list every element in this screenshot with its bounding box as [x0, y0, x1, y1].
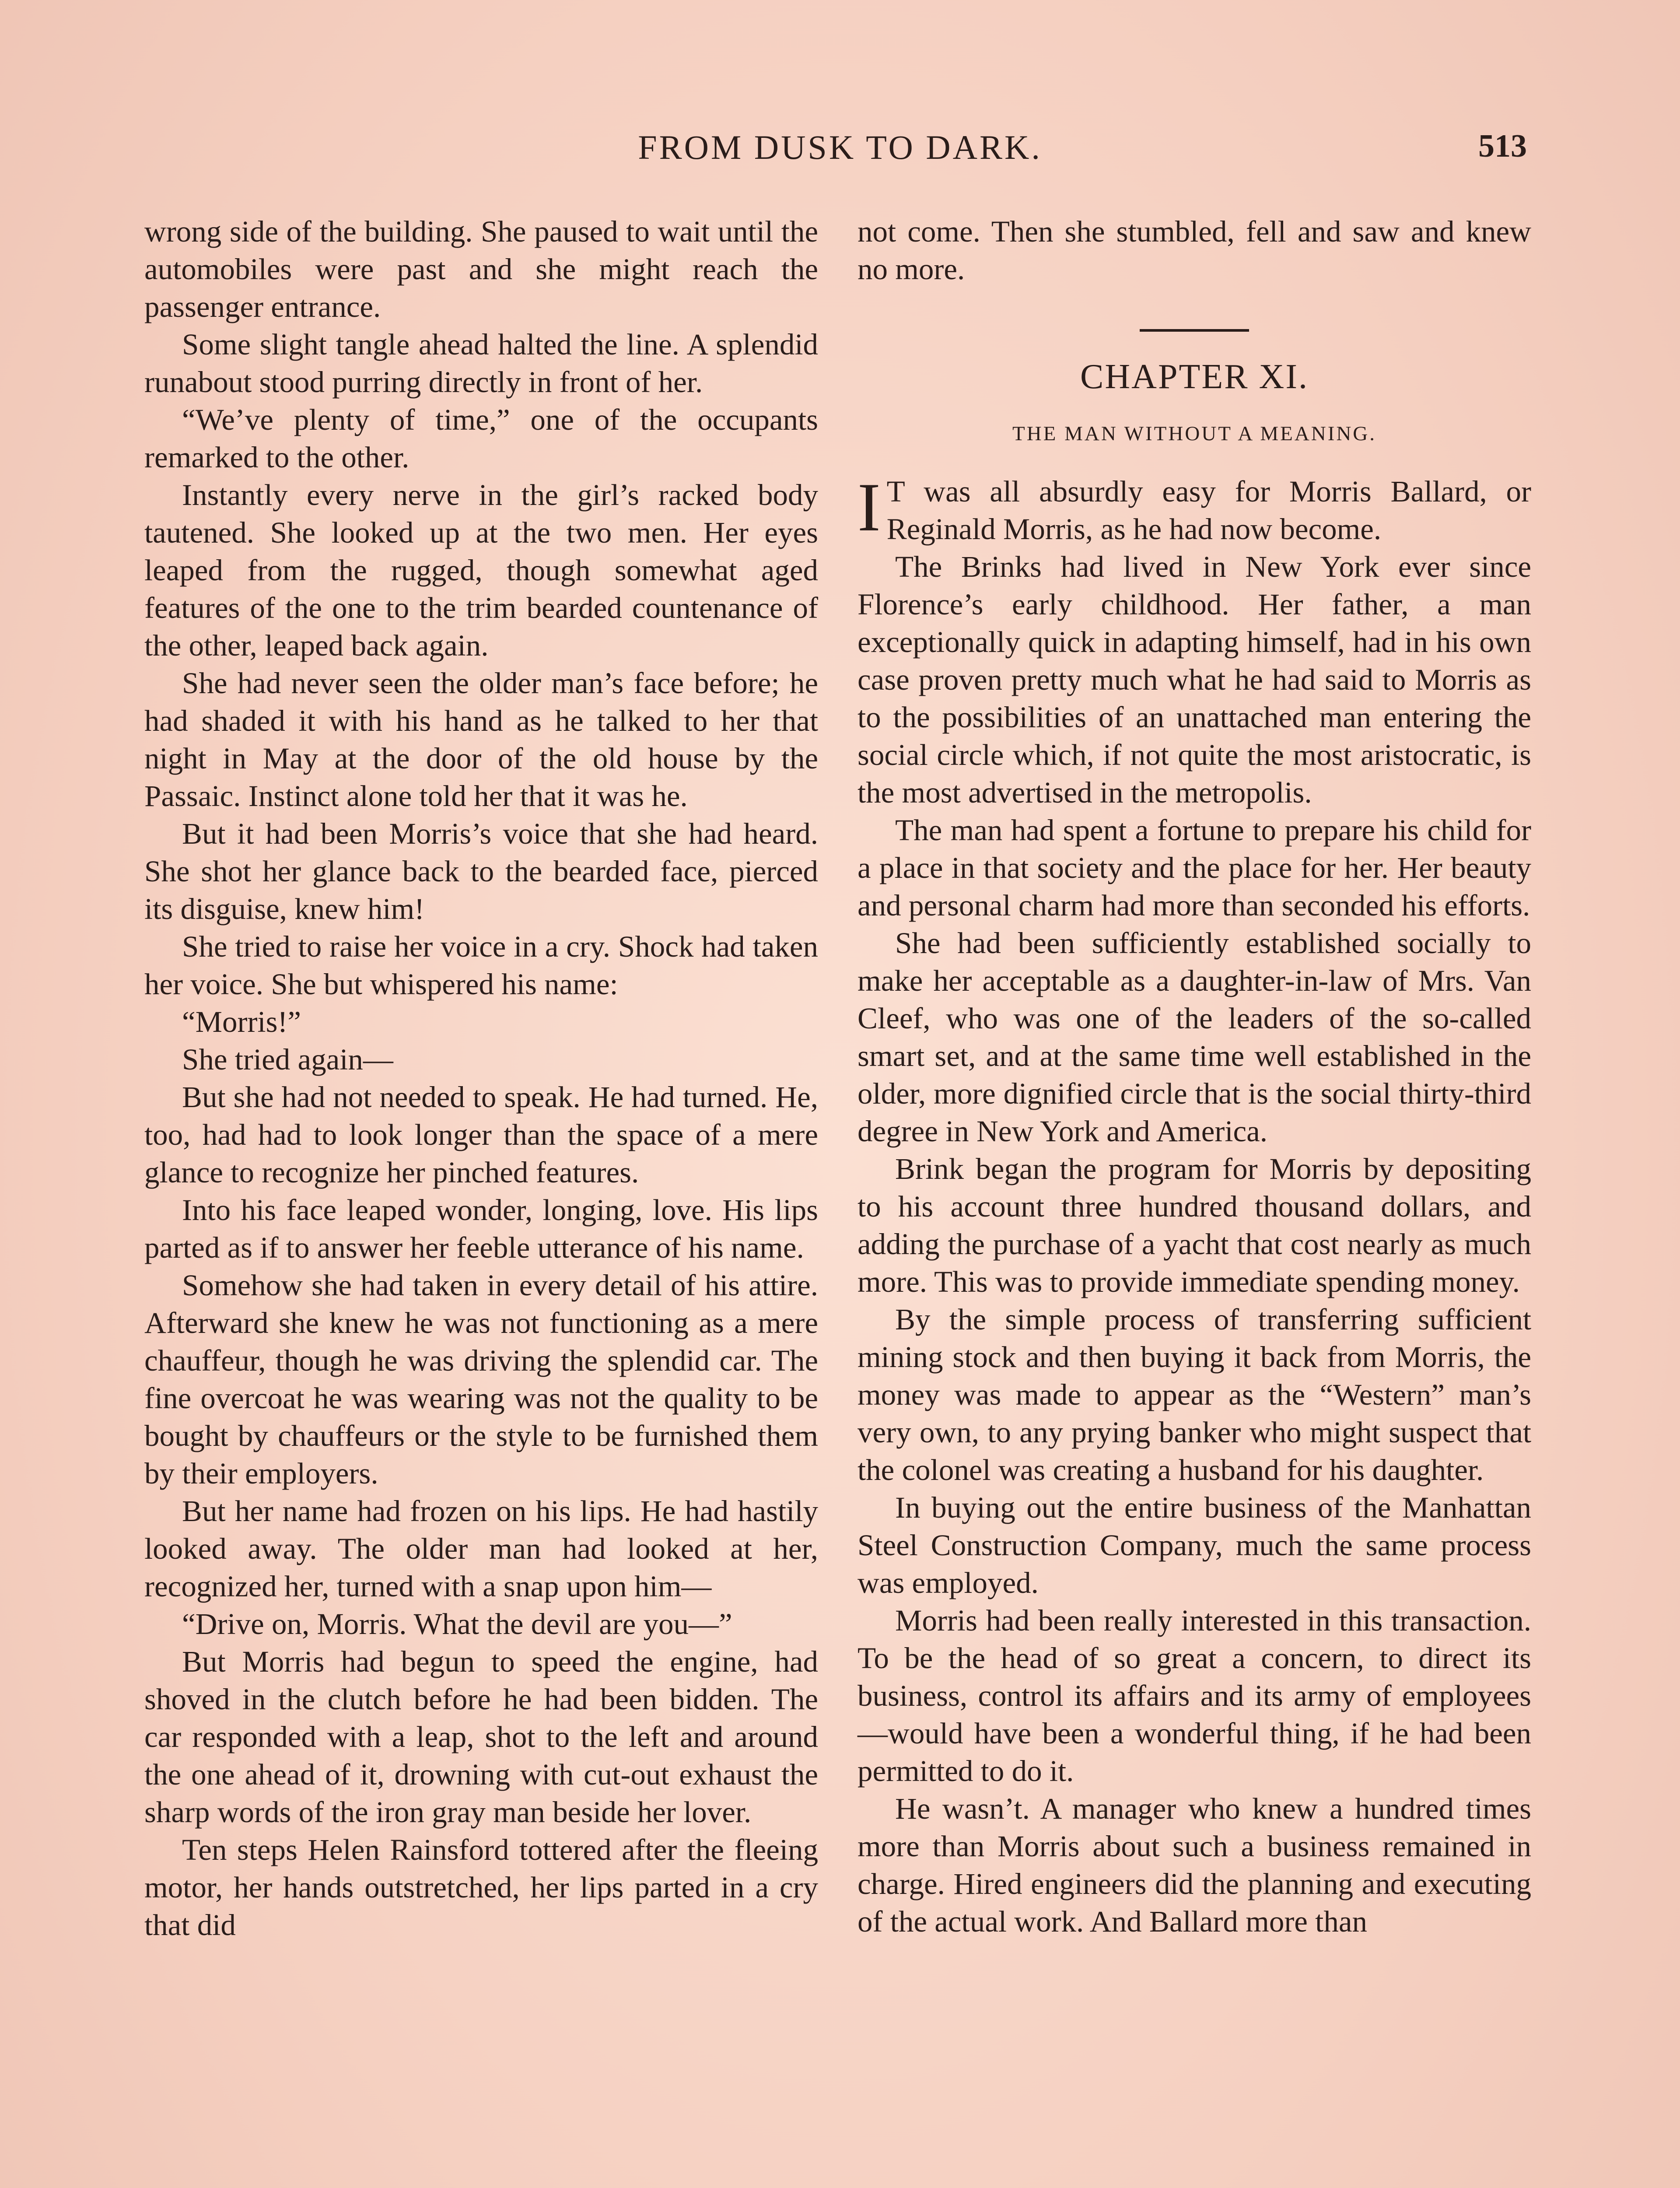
paragraph: But Morris had begun to speed the engine, had shoved in the clutch before he had been bidden. The car responded with a leap, shot to the left and around the one ahead of it, drowning with cut-out exhaust the sharp words of the iron gray man beside her lover. — [144, 1645, 818, 1829]
paragraph: He wasn’t. A manager who knew a hundred times more than Morris about such a business remained in charge. Hired engineers did the planning and executing of the actual work. And Ballard more than — [858, 1792, 1531, 1938]
paragraph: In buying out the entire business of the Manhattan Steel Construction Company, much the same process was employed. — [858, 1491, 1531, 1599]
chapter-title: CHAPTER XI. — [1080, 358, 1309, 396]
paragraph: The Brinks had lived in New York ever since Florence’s early childhood. Her father, a man exceptionally quick in adapting himself, had in his own case proven pretty much what he had said to Morris as to the possibilities of an unattached man entering the social circle which, if not quite the most aristocratic, is the most advertised in the metropolis. — [858, 550, 1531, 809]
paragraph: “We’ve plenty of time,” one of the occupants remarked to the other. — [144, 403, 818, 474]
page-number: 513 — [1478, 128, 1527, 164]
page-header — [144, 128, 1536, 176]
chapter-subtitle: THE MAN WITHOUT A MEANING. — [1012, 422, 1377, 445]
paragraph: not come. Then she stumbled, fell and saw and knew no more. — [858, 215, 1531, 286]
paragraph: The man had spent a fortune to prepare his child for a place in that society and the place for her. Her beauty and personal charm had more than seconded his efforts. — [858, 813, 1531, 922]
paragraph: Brink began the program for Morris by depositing to his account three hundred thousand dollars, and adding the purchase of a yacht that cost nearly as much more. This was to provide immediate spending money. — [858, 1152, 1531, 1298]
paragraph: Somehow she had taken in every detail of his attire. Afterward she knew he was not functioning as a mere chauffeur, though he was driving the splendid car. The fine overcoat he was wearing was not the quality to be bought by chauffeurs or the style to be furnished them by their employers. — [144, 1269, 818, 1490]
paragraph: wrong side of the building. She paused to wait until the automobiles were past and she might reach the passenger entrance. — [144, 215, 818, 323]
paragraph: But her name had frozen on his lips. He had hastily looked away. The older man had looked at her, recognized her, turned with a snap upon him— — [144, 1494, 818, 1603]
paragraph: Morris had been really interested in this transaction. To be the head of so great a concern, to direct its business, control its affairs and its army of employees—would have been a wonderful thing, if he had been permitted to do it. — [858, 1604, 1531, 1788]
paragraph: “Drive on, Morris. What the devil are you—” — [182, 1607, 732, 1641]
paragraph: But she had not needed to speak. He had turned. He, too, had had to look longer than the space of a mere glance to recognize her pinched features. — [144, 1080, 818, 1189]
paragraph: She had been sufficiently established socially to make her acceptable as a daughter-in-law of Mrs. Van Cleef, who was one of the leaders of the so-called smart set, and at the same time well established in the older, more dignified circle that is the social thirty-third degree in New York and America. — [858, 926, 1531, 1148]
paragraph: “Morris!” — [182, 1005, 301, 1038]
first-paragraph-text: T was all absurdly easy for Morris Ballard, or Reginald Morris, as he had now become. — [886, 475, 1531, 546]
paragraph: By the simple process of transferring sufficient mining stock and then buying it back from Morris, the money was made to appear as the “Western” man’s very own, to any prying banker who might suspect that the colonel was creating a husband for his daughter. — [858, 1303, 1531, 1487]
section-divider — [1140, 329, 1249, 332]
left-column — [144, 213, 818, 1944]
paragraph: But it had been Morris’s voice that she had heard. She shot her glance back to the bearded face, pierced its disguise, knew him! — [144, 817, 818, 926]
paragraph: She tried again— — [182, 1043, 393, 1076]
running-title: FROM DUSK TO DARK. — [638, 128, 1042, 166]
paragraph: Into his face leaped wonder, longing, love. His lips parted as if to answer her feeble utterance of his name. — [144, 1193, 818, 1264]
paragraph: She had never seen the older man’s face before; he had shaded it with his hand as he talked to her that night in May at the door of the old house by the Passaic. Instinct alone told her that it was he. — [144, 666, 818, 813]
first-paragraph — [858, 469, 1531, 548]
paragraph: Ten steps Helen Rainsford tottered after the fleeing motor, her hands outstretched, her lips parted in a cry that did — [144, 1833, 818, 1942]
paragraph: Instantly every nerve in the girl’s racked body tautened. She looked up at the two men. Her eyes leaped from the rugged, though somewhat aged features of the one to the trim bearded countenance of the other, leaped back again. — [144, 478, 818, 662]
drop-cap: I — [858, 469, 881, 546]
right-column — [858, 213, 1531, 1940]
paragraph: She tried to raise her voice in a cry. Shock had taken her voice. She but whispered his name: — [144, 930, 818, 1001]
paragraph: Some slight tangle ahead halted the line. A splendid runabout stood purring directly in front of her. — [144, 328, 818, 399]
